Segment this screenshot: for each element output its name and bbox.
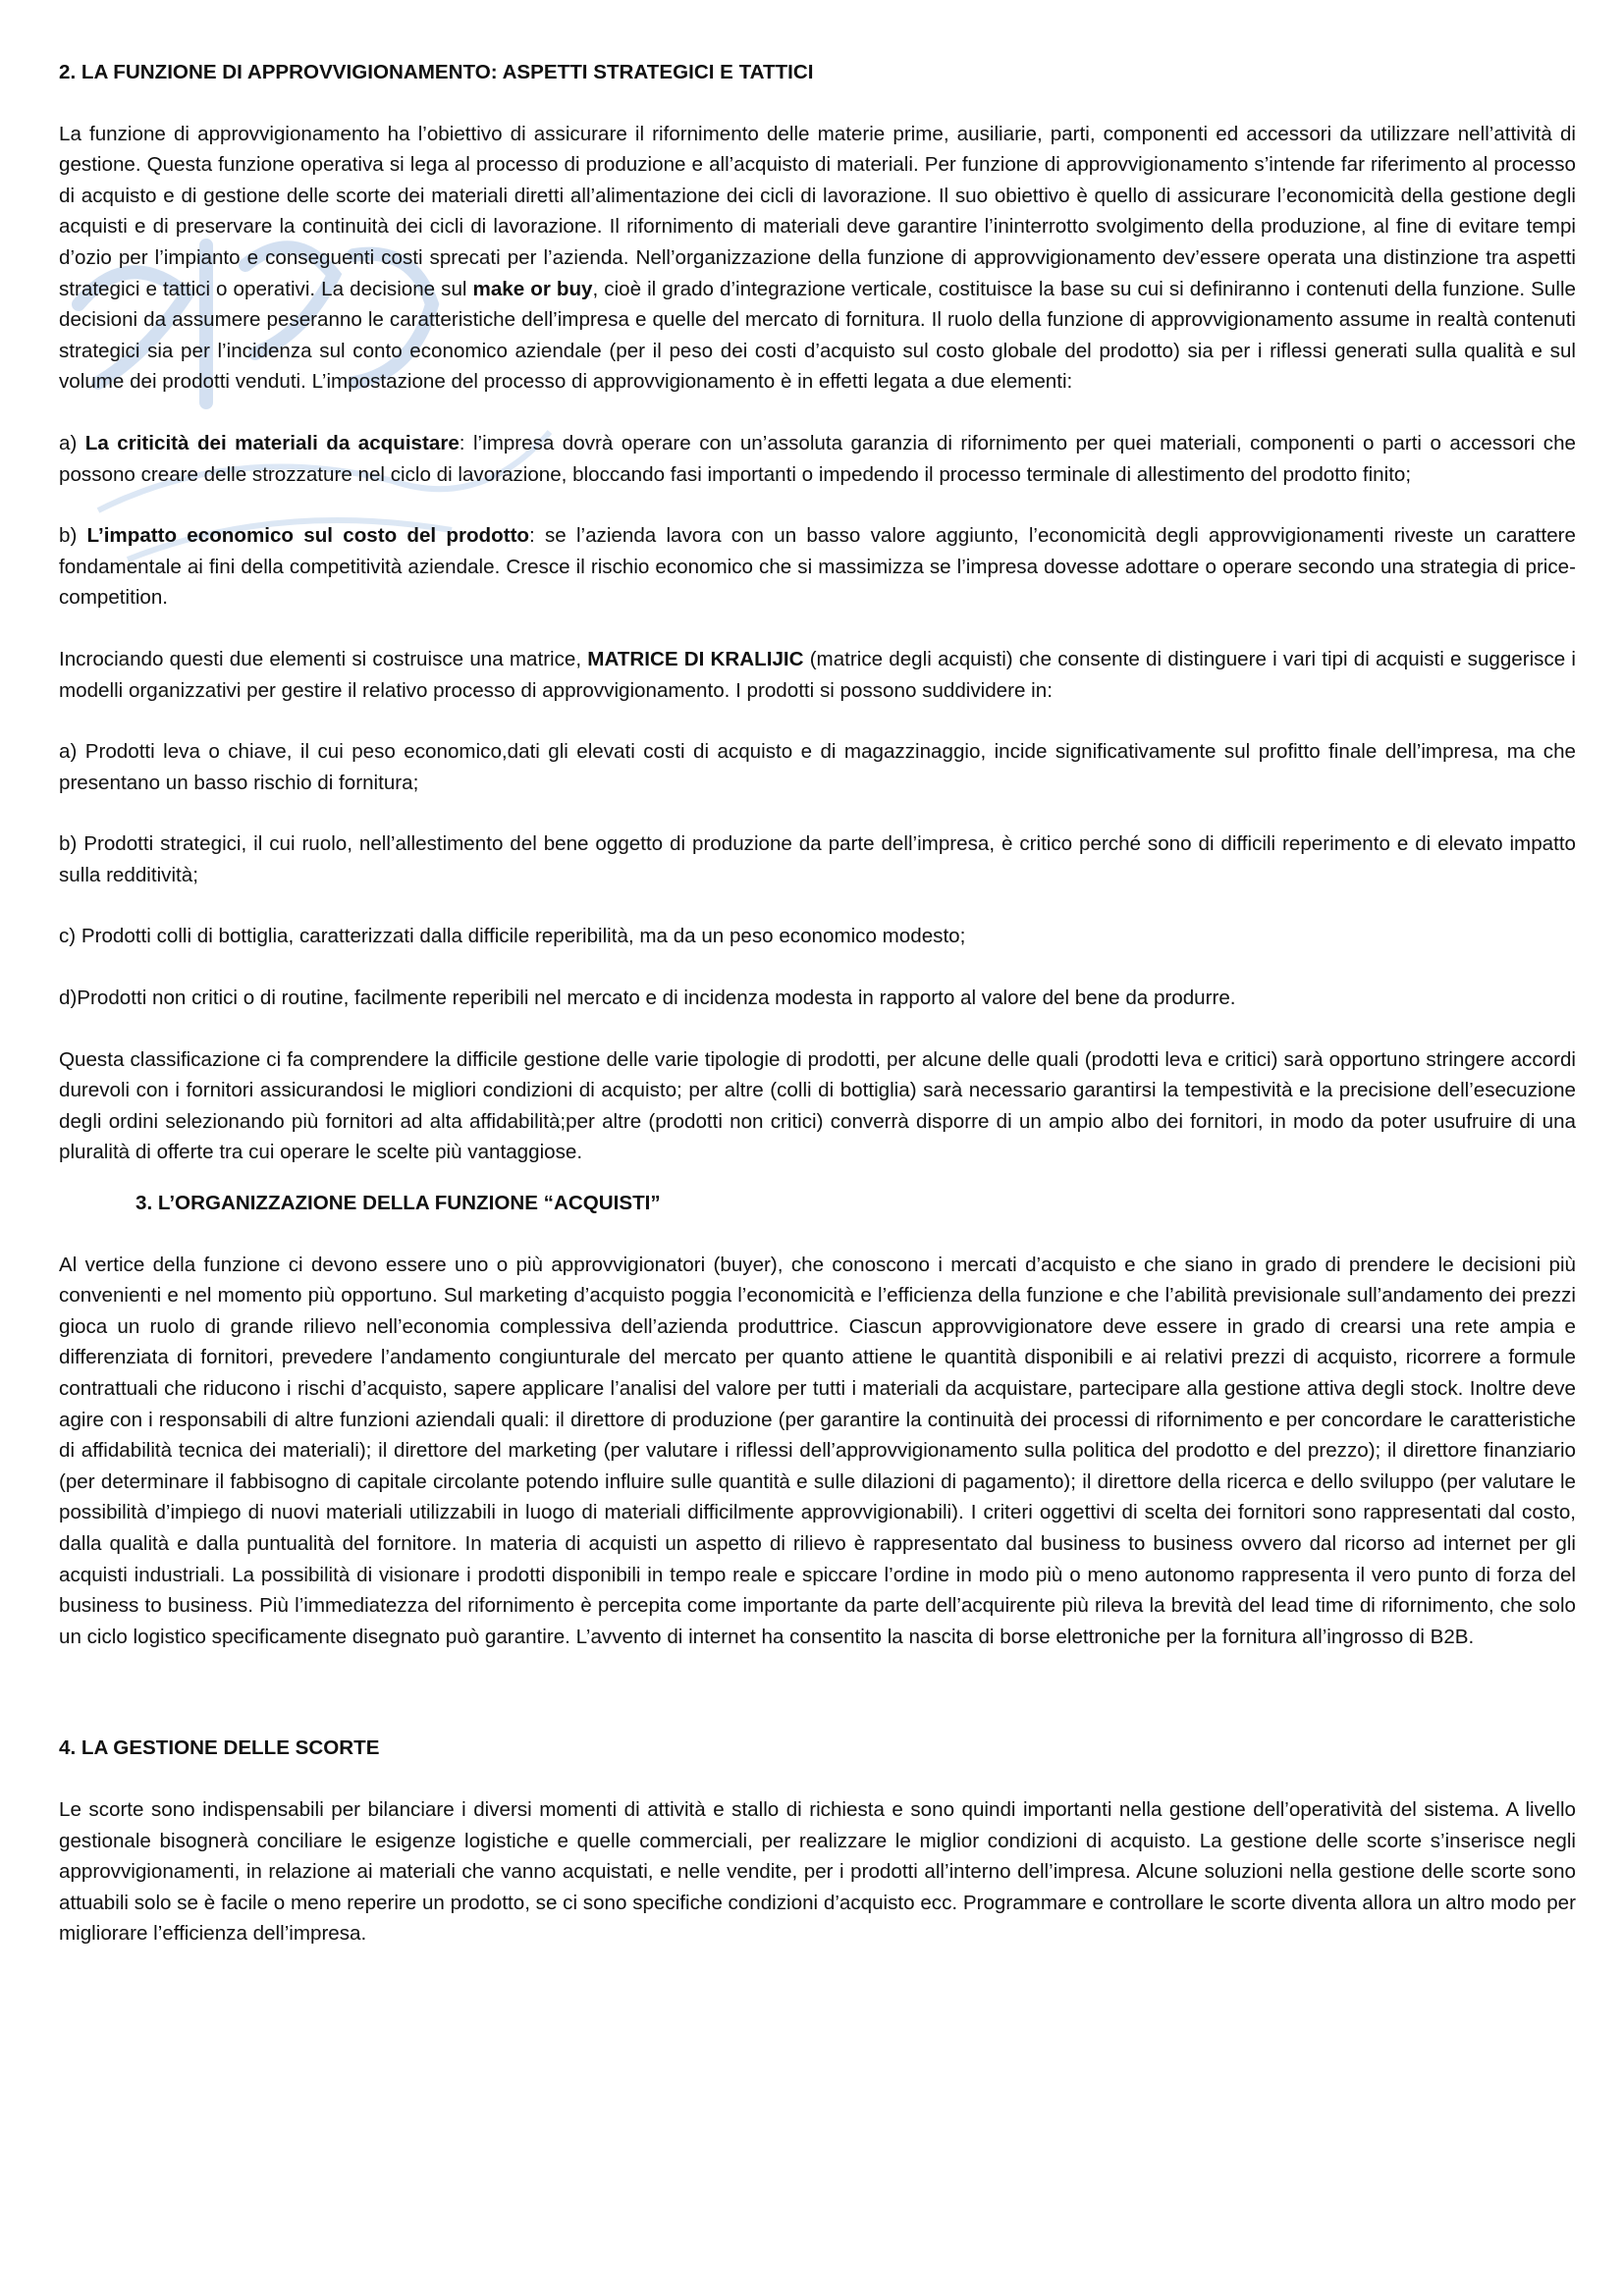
product-type-non-critical: d)Prodotti non critici o di routine, facilmente reperibili nel mercato e di incidenza modesta in rapporto al valore del bene da produrre. (59, 987, 1236, 1010)
document-page (59, 57, 1576, 1949)
make-or-buy-term: make or buy (472, 277, 593, 300)
kraljic-matrix-paragraph (59, 644, 1576, 706)
criticality-item-text: : l’impresa dovrà operare con un’assoluta garanzia di rifornimento per quei materiali, componenti o parti o accessori che possono creare delle strozzature nel ciclo di lavorazione, bloccando fasi importanti o impedendo il processo terminale di allestimento del prodotto finito; (59, 431, 1576, 486)
criticality-item (59, 428, 1576, 490)
product-type-leverage: a) Prodotti leva o chiave, il cui peso economico,dati gli elevati costi di acquisto e di magazzinaggio, incide significativamente sul profitto finale dell’impresa, ma che presentano un basso rischio di fornitura; (59, 740, 1576, 794)
kraljic-text-a: Incrociando questi due elementi si costruisce una matrice, (59, 647, 588, 670)
criticality-item-term: La criticità dei materiali da acquistare (84, 431, 460, 454)
section3-title: 3. L’ORGANIZZAZIONE DELLA FUNZIONE “ACQUISTI” (135, 1192, 661, 1215)
classification-paragraph: Questa classificazione ci fa comprendere la difficile gestione delle varie tipologie di prodotti, per alcune delle quali (prodotti leva e critici) sarà opportuno stringere accordi durevoli con i fornitori assicurandosi le migliori condizioni di acquisto; per altre (colli di bottiglia) sarà necessario garantirsi la tempestività e la precisione dell’esecuzione degli ordini selezionando più fornitori ad alta affidabilità;per altre (prodotti non critici) converrà disporre di un ampio albo dei fornitori, in modo da poter usufruire di una pluralità di offerte tra cui operare le scelte più vantaggiose. (59, 1047, 1576, 1164)
economic-impact-item-term: L’impatto economico sul costo del prodotto (86, 524, 530, 548)
economic-impact-item-prefix: b) (59, 524, 87, 548)
product-type-bottleneck: c) Prodotti colli di bottiglia, caratterizzati dalla difficile reperibilità, ma da un peso economico modesto; (59, 925, 966, 948)
section2-intro-text-b: , cioè il grado d’integrazione verticale, costituisce la base su cui si definiranno i contenuti della funzione. Sulle decisioni da assumere peseranno le caratteristiche dell’impresa e quelle del mercato di fornitura. Il ruolo della funzione di approvvigionamento assume in realtà contenuti strategici sia per l’incidenza sul conto economico aziendale (per il peso dei costi d’acquisto sul costo globale del prodotto) sia per i riflessi generati sulla qualità e sul volume dei prodotti venduti. L’impostazione del processo di approvvigionamento è in effetti legata a due elementi: (59, 277, 1576, 394)
kraljic-term: MATRICE DI KRALIJIC (587, 647, 804, 670)
section2-intro-text-a: La funzione di approvvigionamento ha l’obiettivo di assicurare il rifornimento delle materie prime, ausiliarie, parti, componenti ed accessori da utilizzare nell’attività di gestione. Questa funzione operativa si lega al processo di produzione e all’acquisto di materiali. Per funzione di approvvigionamento s’intende far riferimento al processo di acquisto e di gestione delle scorte dei materiali diretti all’alimentazione dei cicli di lavorazione. Il suo obiettivo è quello di assicurare l’economicità della gestione degli acquisti e di preservare la continuità dei cicli di lavorazione. Il rifornimento di materiali deve garantire l’ininterrotto svolgimento della produzione, al fine di evitare tempi d’ozio per l’impianto e conseguenti costi sprecati per l’azienda. Nell’organizzazione della funzione di approvvigionamento dev’essere operata una distinzione tra aspetti strategici e tattici o operativi. La decisione sul (59, 122, 1576, 300)
section2-intro-paragraph (59, 119, 1576, 398)
criticality-item-prefix: a) (59, 431, 85, 454)
kraljic-text-b: (matrice degli acquisti) che consente di distinguere i vari tipi di acquisti e suggerisce i modelli organizzativi per gestire il relativo processo di approvvigionamento. I prodotti si possono suddividere in: (59, 647, 1576, 702)
section4-title: 4. LA GESTIONE DELLE SCORTE (59, 1736, 380, 1760)
section2-title: 2. LA FUNZIONE DI APPROVVIGIONAMENTO: ASPETTI STRATEGICI E TATTICI (59, 61, 814, 83)
economic-impact-item (59, 520, 1576, 614)
section4-body: Le scorte sono indispensabili per bilanciare i diversi momenti di attività e stallo di richiesta e sono quindi importanti nella gestione dell’operatività del sistema. A livello gestionale bisognerà conciliare le esigenze logistiche e quelle commerciali, per realizzare le miglior condizioni di acquisto. La gestione delle scorte s’inserisce negli approvvigionamenti, in relazione ai materiali che vanno acquistati, e nelle vendite, per i prodotti all’interno dell’impresa. Alcune soluzioni nella gestione delle scorte sono attuabili solo se è facile o meno reperire un prodotto, se ci sono specifiche condizioni d’acquisto ecc. Programmare e controllare le scorte diventa allora un altro modo per migliorare l’efficienza dell’impresa. (59, 1797, 1576, 1946)
product-type-strategic: b) Prodotti strategici, il cui ruolo, nell’allestimento del bene oggetto di produzione da parte dell’impresa, è critico perché sono di difficili reperimento e di elevato impatto sulla redditività; (59, 832, 1576, 886)
economic-impact-item-text: : se l’azienda lavora con un basso valore aggiunto, l’economicità degli approvvigionamenti riveste un carattere fondamentale ai fini della competitività aziendale. Cresce il rischio economico che si massimizza se l’impresa dovesse adottare o operare secondo una strategia di price-competition. (59, 524, 1576, 610)
section3-body: Al vertice della funzione ci devono essere uno o più approvvigionatori (buyer), che conoscono i mercati d’acquisto e che siano in grado di prendere le decisioni più convenienti e nel momento più opportuno. Sul marketing d’acquisto poggia l’economicità e l’efficienza della funzione e che l’abilità previsionale sull’andamento dei prezzi gioca un ruolo di grande rilievo nell’economia complessiva dell’azienda produttrice. Ciascun approvvigionatore deve essere in grado di crearsi una rete ampia e differenziata di fornitori, prevedere l’andamento congiunturale del mercato per quanto attiene le quantità disponibili e ai relativi prezzi di acquisto, ricorrere a formule contrattuali che riducono i rischi d’acquisto, sapere applicare l’analisi del valore per tutti i materiali da acquistare, partecipare alla gestione attiva degli stock. Inoltre deve agire con i responsabili di altre funzioni aziendali quali: il direttore di produzione (per garantire la continuità dei processi di rifornimento e per concordare le caratteristiche di affidabilità tecnica dei materiali); il direttore del marketing (per valutare i riflessi dell’approvvigionamento sulla politica del prodotto e del prezzo); il direttore finanziario (per determinare il fabbisogno di capitale circolante potendo influire sulle quantità e sulle dilazioni di pagamento); il direttore della ricerca e dello sviluppo (per valutare le possibilità d’impiego di nuovi materiali utilizzabili in luogo di materiali difficilmente approvvigionabili). I criteri oggettivi di scelta dei fornitori sono rappresentati dal costo, dalla qualità e dalla puntualità del fornitore. In materia di acquisti un aspetto di rilievo è rappresentato dal business to business ovvero dal ricorso ad internet per gli acquisti industriali. La possibilità di visionare i prodotti disponibili in tempo reale e spiccare l’ordine in modo più o meno autonomo rappresenta il vero punto di forza del business to business. Più l’immediatezza del rifornimento è percepita come importante da parte dell’acquirente più rileva la brevità del lead time di rifornimento, che solo un ciclo logistico specificamente disegnato può garantire. L’avvento di internet ha consentito la nascita di borse elettroniche per la fornitura all’ingrosso di B2B. (59, 1253, 1576, 1648)
